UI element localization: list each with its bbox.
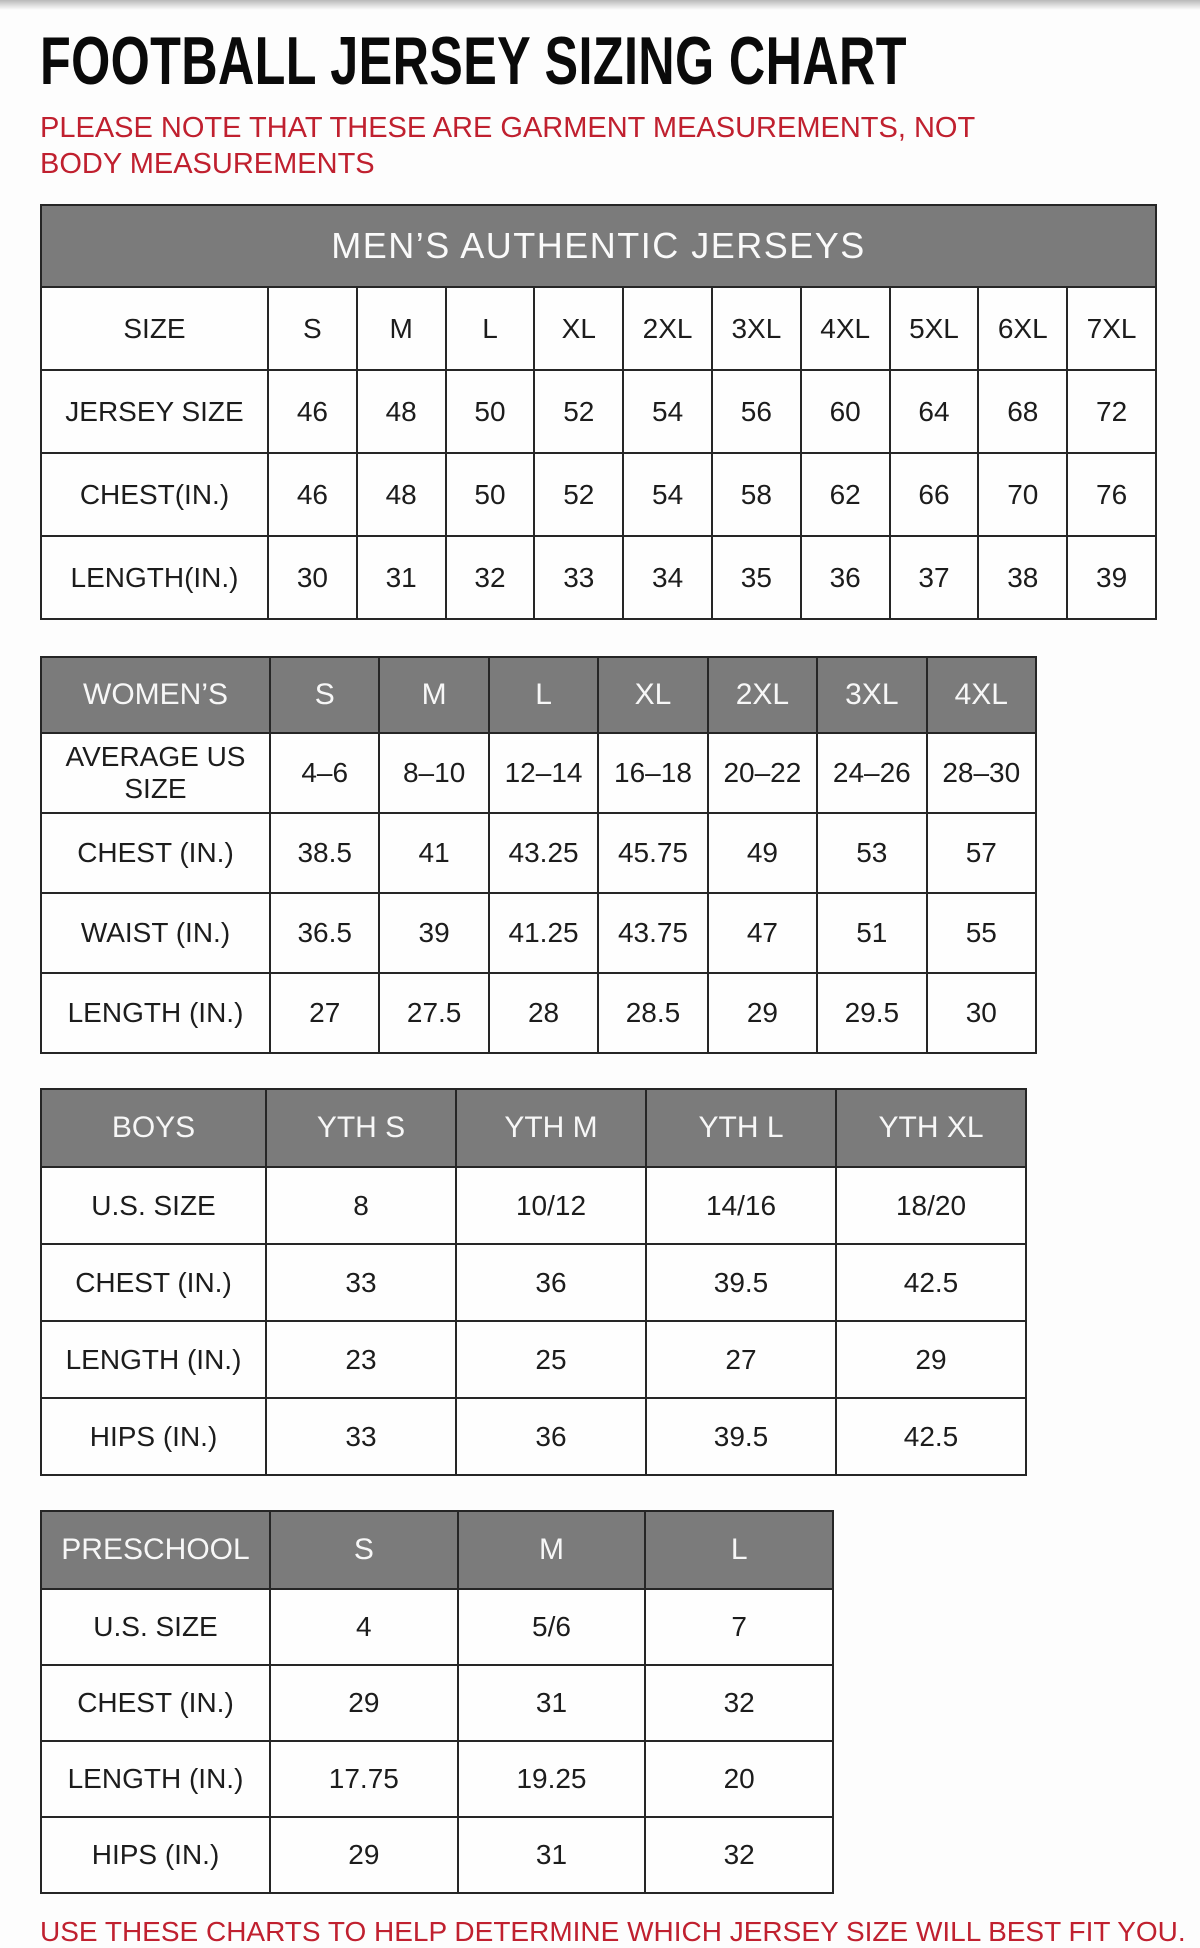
cell-value: 8–10 [379, 733, 488, 813]
cell-value: 51 [817, 893, 926, 973]
preschool-header-row [41, 1511, 833, 1589]
cell-value: 39.5 [646, 1244, 836, 1321]
row-label: LENGTH (IN.) [41, 973, 270, 1053]
row-label: CHEST (IN.) [41, 1665, 270, 1741]
table-row [41, 733, 1036, 813]
cell-value: 20 [645, 1741, 833, 1817]
cell-value: 17.75 [270, 1741, 458, 1817]
table-row [41, 1167, 1026, 1244]
preschool-header-label: PRESCHOOL [41, 1511, 270, 1589]
cell-value: 12–14 [489, 733, 598, 813]
cell-value: 36 [801, 536, 890, 619]
column-header: YTH S [266, 1089, 456, 1167]
table-row [41, 973, 1036, 1053]
cell-value: 4 [270, 1589, 458, 1665]
cell-value: XL [534, 287, 623, 370]
footer-note: USE THESE CHARTS TO HELP DETERMINE WHICH JERSEY SIZE WILL BEST FIT YOU. [40, 1916, 1186, 1948]
table-row [41, 453, 1156, 536]
page-title [40, 23, 1200, 99]
cell-value: 54 [623, 370, 712, 453]
cell-value: 60 [801, 370, 890, 453]
column-header: S [270, 657, 379, 733]
column-header: L [489, 657, 598, 733]
womens-header-row [41, 657, 1036, 733]
cell-value: 48 [357, 370, 446, 453]
row-label: CHEST (IN.) [41, 1244, 266, 1321]
garment-measurements-note: PLEASE NOTE THAT THESE ARE GARMENT MEASUREMENTS, NOT BODY MEASUREMENTS [40, 112, 975, 180]
cell-value: 50 [446, 370, 535, 453]
cell-value: 20–22 [708, 733, 817, 813]
top-edge-shadow [0, 0, 1200, 10]
table-row [41, 1321, 1026, 1398]
column-header: 3XL [817, 657, 926, 733]
cell-value: 41 [379, 813, 488, 893]
row-label: U.S. SIZE [41, 1167, 266, 1244]
cell-value: 33 [266, 1244, 456, 1321]
cell-value: S [268, 287, 357, 370]
cell-value: 36 [456, 1244, 646, 1321]
cell-value: 39 [379, 893, 488, 973]
cell-value: 47 [708, 893, 817, 973]
cell-value: 46 [268, 370, 357, 453]
cell-value: 31 [458, 1665, 646, 1741]
cell-value: 43.75 [598, 893, 707, 973]
table-row [41, 813, 1036, 893]
row-label: CHEST (IN.) [41, 813, 270, 893]
cell-value: 27 [646, 1321, 836, 1398]
cell-value: 41.25 [489, 893, 598, 973]
table-row [41, 370, 1156, 453]
column-header: S [270, 1511, 458, 1589]
cell-value: 29 [708, 973, 817, 1053]
table-row [41, 1244, 1026, 1321]
cell-value: 14/16 [646, 1167, 836, 1244]
cell-value: 66 [890, 453, 979, 536]
cell-value: 28 [489, 973, 598, 1053]
cell-value: 58 [712, 453, 801, 536]
row-label: HIPS (IN.) [41, 1398, 266, 1475]
column-header: L [645, 1511, 833, 1589]
column-header: YTH M [456, 1089, 646, 1167]
cell-value: 52 [534, 370, 623, 453]
column-header: M [379, 657, 488, 733]
cell-value: 46 [268, 453, 357, 536]
cell-value: L [446, 287, 535, 370]
cell-value: 16–18 [598, 733, 707, 813]
cell-value: 29 [270, 1665, 458, 1741]
cell-value: 45.75 [598, 813, 707, 893]
page-title-text: FOOTBALL JERSEY SIZING CHART [40, 23, 907, 99]
table-row [41, 1665, 833, 1741]
cell-value: 52 [534, 453, 623, 536]
cell-value: 29.5 [817, 973, 926, 1053]
cell-value: 57 [927, 813, 1036, 893]
cell-value: 33 [534, 536, 623, 619]
cell-value: 23 [266, 1321, 456, 1398]
cell-value: 37 [890, 536, 979, 619]
mens-size-table [40, 204, 1157, 620]
row-label: JERSEY SIZE [41, 370, 268, 453]
cell-value: 36 [456, 1398, 646, 1475]
cell-value: 30 [927, 973, 1036, 1053]
table-row [41, 536, 1156, 619]
column-header: YTH XL [836, 1089, 1026, 1167]
row-label: SIZE [41, 287, 268, 370]
cell-value: 18/20 [836, 1167, 1026, 1244]
row-label: CHEST(IN.) [41, 453, 268, 536]
cell-value: 25 [456, 1321, 646, 1398]
cell-value: 4XL [801, 287, 890, 370]
cell-value: 29 [836, 1321, 1026, 1398]
cell-value: 8 [266, 1167, 456, 1244]
row-label: LENGTH (IN.) [41, 1321, 266, 1398]
cell-value: 38 [978, 536, 1067, 619]
cell-value: 31 [357, 536, 446, 619]
cell-value: 34 [623, 536, 712, 619]
cell-value: 7 [645, 1589, 833, 1665]
cell-value: 49 [708, 813, 817, 893]
cell-value: 64 [890, 370, 979, 453]
cell-value: 30 [268, 536, 357, 619]
cell-value: 7XL [1067, 287, 1156, 370]
boys-size-table [40, 1088, 1027, 1476]
cell-value: 5XL [890, 287, 979, 370]
cell-value: 32 [645, 1665, 833, 1741]
cell-value: 56 [712, 370, 801, 453]
row-label: U.S. SIZE [41, 1589, 270, 1665]
cell-value: 54 [623, 453, 712, 536]
cell-value: 27 [270, 973, 379, 1053]
cell-value: 50 [446, 453, 535, 536]
cell-value: 76 [1067, 453, 1156, 536]
cell-value: 10/12 [456, 1167, 646, 1244]
cell-value: 32 [645, 1817, 833, 1893]
row-label: LENGTH (IN.) [41, 1741, 270, 1817]
cell-value: 53 [817, 813, 926, 893]
cell-value: 19.25 [458, 1741, 646, 1817]
cell-value: 55 [927, 893, 1036, 973]
cell-value: 6XL [978, 287, 1067, 370]
row-label: WAIST (IN.) [41, 893, 270, 973]
column-header: 2XL [708, 657, 817, 733]
cell-value: 70 [978, 453, 1067, 536]
cell-value: 39 [1067, 536, 1156, 619]
cell-value: 32 [446, 536, 535, 619]
cell-value: 33 [266, 1398, 456, 1475]
boys-header-label: BOYS [41, 1089, 266, 1167]
womens-size-table [40, 656, 1037, 1054]
row-label: LENGTH(IN.) [41, 536, 268, 619]
table-row [41, 1398, 1026, 1475]
row-label: AVERAGE US SIZE [41, 733, 270, 813]
cell-value: 68 [978, 370, 1067, 453]
table-row [41, 1817, 833, 1893]
cell-value: 29 [270, 1817, 458, 1893]
cell-value: 4–6 [270, 733, 379, 813]
cell-value: 39.5 [646, 1398, 836, 1475]
cell-value: 42.5 [836, 1244, 1026, 1321]
cell-value: 42.5 [836, 1398, 1026, 1475]
mens-banner-title: MEN’S AUTHENTIC JERSEYS [41, 205, 1156, 287]
column-header: M [458, 1511, 646, 1589]
preschool-size-table [40, 1510, 834, 1894]
cell-value: 5/6 [458, 1589, 646, 1665]
row-label: HIPS (IN.) [41, 1817, 270, 1893]
table-row [41, 893, 1036, 973]
cell-value: M [357, 287, 446, 370]
cell-value: 3XL [712, 287, 801, 370]
cell-value: 27.5 [379, 973, 488, 1053]
column-header: 4XL [927, 657, 1036, 733]
cell-value: 28–30 [927, 733, 1036, 813]
table-row [41, 1741, 833, 1817]
column-header: XL [598, 657, 707, 733]
cell-value: 31 [458, 1817, 646, 1893]
cell-value: 36.5 [270, 893, 379, 973]
mens-banner-row [41, 205, 1156, 287]
cell-value: 35 [712, 536, 801, 619]
size-tables-container [0, 204, 1200, 1894]
cell-value: 28.5 [598, 973, 707, 1053]
table-row [41, 1589, 833, 1665]
cell-value: 2XL [623, 287, 712, 370]
cell-value: 72 [1067, 370, 1156, 453]
boys-header-row [41, 1089, 1026, 1167]
cell-value: 48 [357, 453, 446, 536]
table-row [41, 287, 1156, 370]
cell-value: 43.25 [489, 813, 598, 893]
cell-value: 38.5 [270, 813, 379, 893]
column-header: YTH L [646, 1089, 836, 1167]
womens-header-label: WOMEN’S [41, 657, 270, 733]
cell-value: 62 [801, 453, 890, 536]
cell-value: 24–26 [817, 733, 926, 813]
